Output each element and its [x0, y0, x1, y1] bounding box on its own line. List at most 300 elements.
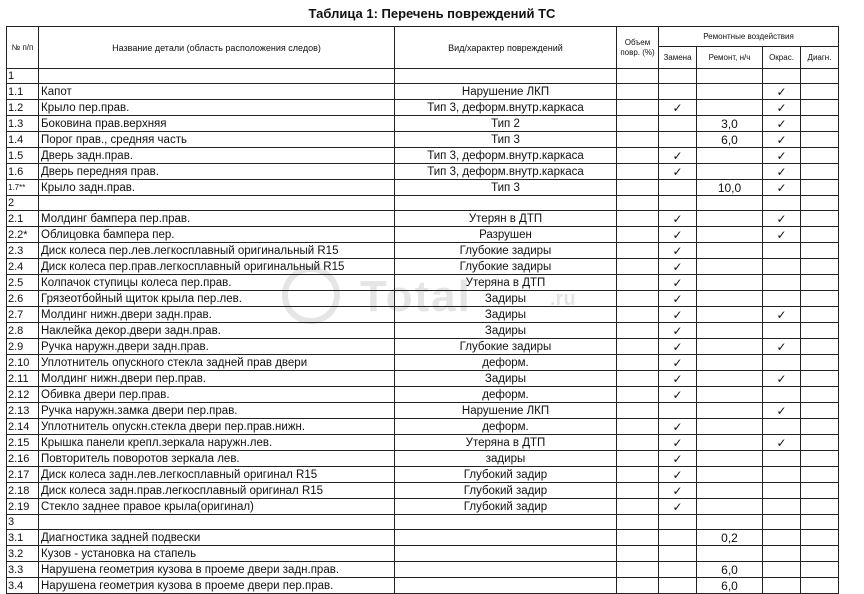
- paint-cell: [763, 291, 801, 307]
- repair-hours: [697, 403, 763, 419]
- row-number: 1.6: [7, 164, 39, 180]
- table-row: [7, 530, 839, 546]
- check-icon: ✓: [776, 227, 787, 242]
- volume-cell: [617, 435, 659, 451]
- replace-cell: [659, 419, 697, 435]
- table-row: [7, 180, 839, 196]
- part-name: Дверь передняя прав.: [39, 164, 395, 180]
- paint-cell: [763, 530, 801, 546]
- volume-cell: [617, 339, 659, 355]
- volume-cell: [617, 467, 659, 483]
- check-icon: ✓: [776, 100, 787, 115]
- damage-type: Глубокие задиры: [395, 243, 617, 259]
- repair-hours: [697, 211, 763, 227]
- check-icon: ✓: [672, 227, 683, 242]
- check-icon: ✓: [776, 371, 787, 386]
- table-row: [7, 211, 839, 227]
- part-name: Ручка наружн.замка двери пер.прав.: [39, 403, 395, 419]
- paint-cell: [763, 211, 801, 227]
- replace-cell: [659, 483, 697, 499]
- replace-cell: [659, 275, 697, 291]
- repair-hours: [697, 339, 763, 355]
- damage-type: Тип 3, деформ.внутр.каркаса: [395, 100, 617, 116]
- part-name: [39, 196, 395, 211]
- repair-hours: 10,0: [697, 180, 763, 196]
- part-name: Ручка наружн.двери задн.прав.: [39, 339, 395, 355]
- replace-cell: [659, 307, 697, 323]
- replace-cell: [659, 499, 697, 515]
- diag-cell: [801, 132, 839, 148]
- repair-hours: [697, 196, 763, 211]
- volume-cell: [617, 419, 659, 435]
- paint-cell: [763, 132, 801, 148]
- replace-cell: [659, 578, 697, 594]
- table-row: [7, 84, 839, 100]
- damage-type: Утерян в ДТП: [395, 211, 617, 227]
- table-row: [7, 259, 839, 275]
- header-damage: Вид/характер повреждений: [395, 27, 617, 69]
- table-row: [7, 435, 839, 451]
- paint-cell: [763, 148, 801, 164]
- part-name: Повторитель поворотов зеркала лев.: [39, 451, 395, 467]
- table-row: [7, 483, 839, 499]
- volume-cell: [617, 307, 659, 323]
- check-icon: ✓: [672, 451, 683, 466]
- diag-cell: [801, 69, 839, 84]
- table-row: [7, 419, 839, 435]
- diag-cell: [801, 100, 839, 116]
- replace-cell: [659, 403, 697, 419]
- table-row: [7, 307, 839, 323]
- volume-cell: [617, 387, 659, 403]
- row-number: 2.17: [7, 467, 39, 483]
- damage-type: Задиры: [395, 323, 617, 339]
- damage-type: [395, 530, 617, 546]
- part-name: Капот: [39, 84, 395, 100]
- damage-type: [395, 562, 617, 578]
- row-number: 2.11: [7, 371, 39, 387]
- replace-cell: [659, 451, 697, 467]
- header-paint: Окрас.: [763, 47, 801, 69]
- paint-cell: [763, 515, 801, 530]
- repair-hours: [697, 84, 763, 100]
- repair-hours: [697, 387, 763, 403]
- repair-hours: [697, 435, 763, 451]
- check-icon: ✓: [776, 435, 787, 450]
- damage-type: Тип 2: [395, 116, 617, 132]
- check-icon: ✓: [672, 100, 683, 115]
- table-row: [7, 227, 839, 243]
- repair-hours: [697, 546, 763, 562]
- row-number: 2.15: [7, 435, 39, 451]
- row-number: 2.14: [7, 419, 39, 435]
- repair-hours: [697, 227, 763, 243]
- part-name: Боковина прав.верхняя: [39, 116, 395, 132]
- paint-cell: [763, 164, 801, 180]
- replace-cell: [659, 467, 697, 483]
- check-icon: ✓: [672, 339, 683, 354]
- damage-type: Глубокий задир: [395, 483, 617, 499]
- check-icon: ✓: [776, 339, 787, 354]
- table-row: [7, 355, 839, 371]
- paint-cell: [763, 499, 801, 515]
- volume-cell: [617, 578, 659, 594]
- row-number: 2.19: [7, 499, 39, 515]
- repair-hours: 0,2: [697, 530, 763, 546]
- row-number: 3.4: [7, 578, 39, 594]
- part-name: Диск колеса задн.прав.легкосплавный оригинал R15: [39, 483, 395, 499]
- check-icon: ✓: [672, 307, 683, 322]
- damage-type: Утеряна в ДТП: [395, 435, 617, 451]
- check-icon: ✓: [776, 307, 787, 322]
- volume-cell: [617, 483, 659, 499]
- repair-hours: 6,0: [697, 562, 763, 578]
- volume-cell: [617, 211, 659, 227]
- replace-cell: [659, 132, 697, 148]
- part-name: Стекло заднее правое крыла(оригинал): [39, 499, 395, 515]
- row-number: 2.12: [7, 387, 39, 403]
- replace-cell: [659, 100, 697, 116]
- check-icon: ✓: [672, 355, 683, 370]
- diag-cell: [801, 499, 839, 515]
- diag-cell: [801, 371, 839, 387]
- repair-hours: [697, 164, 763, 180]
- part-name: Грязеотбойный щиток крыла пер.лев.: [39, 291, 395, 307]
- part-name: Диск колеса задн.лев.легкосплавный оригинал R15: [39, 467, 395, 483]
- table-row: [7, 387, 839, 403]
- repair-hours: 6,0: [697, 132, 763, 148]
- damage-type: Нарушение ЛКП: [395, 84, 617, 100]
- repair-hours: [697, 275, 763, 291]
- part-name: Облицовка бампера пер.: [39, 227, 395, 243]
- diag-cell: [801, 387, 839, 403]
- check-icon: ✓: [672, 259, 683, 274]
- row-number: 2.18: [7, 483, 39, 499]
- paint-cell: [763, 387, 801, 403]
- part-name: Порог прав., средняя часть: [39, 132, 395, 148]
- row-number: 2.7: [7, 307, 39, 323]
- volume-cell: [617, 355, 659, 371]
- repair-hours: [697, 419, 763, 435]
- diag-cell: [801, 211, 839, 227]
- row-number: 2: [7, 196, 39, 211]
- table-row: [7, 291, 839, 307]
- row-number: 1: [7, 69, 39, 84]
- check-icon: ✓: [672, 164, 683, 179]
- row-number: 1.7**: [7, 180, 39, 196]
- check-icon: ✓: [776, 116, 787, 131]
- table-row: [7, 371, 839, 387]
- check-icon: ✓: [776, 148, 787, 163]
- part-name: Нарушена геометрия кузова в проеме двери задн.прав.: [39, 562, 395, 578]
- damage-type: Утеряна в ДТП: [395, 275, 617, 291]
- paint-cell: [763, 196, 801, 211]
- damage-type: Нарушение ЛКП: [395, 403, 617, 419]
- diag-cell: [801, 148, 839, 164]
- part-name: Уплотнитель опускн.стекла двери пер.прав.нижн.: [39, 419, 395, 435]
- diag-cell: [801, 259, 839, 275]
- damage-type: Разрушен: [395, 227, 617, 243]
- header-replace: Замена: [659, 47, 697, 69]
- replace-cell: [659, 84, 697, 100]
- table-row: [7, 323, 839, 339]
- header-repair-hours: Ремонт, н/ч: [697, 47, 763, 69]
- volume-cell: [617, 227, 659, 243]
- row-number: 2.2*: [7, 227, 39, 243]
- repair-hours: [697, 259, 763, 275]
- volume-cell: [617, 499, 659, 515]
- part-name: Диагностика задней подвески: [39, 530, 395, 546]
- check-icon: ✓: [776, 164, 787, 179]
- repair-hours: [697, 243, 763, 259]
- damage-type: деформ.: [395, 387, 617, 403]
- diag-cell: [801, 435, 839, 451]
- check-icon: ✓: [672, 371, 683, 386]
- paint-cell: [763, 403, 801, 419]
- row-number: 3.2: [7, 546, 39, 562]
- check-icon: ✓: [672, 211, 683, 226]
- row-number: 2.3: [7, 243, 39, 259]
- repair-hours: 6,0: [697, 578, 763, 594]
- volume-cell: [617, 100, 659, 116]
- repair-hours: [697, 371, 763, 387]
- repair-hours: [697, 451, 763, 467]
- header-diag: Диагн.: [801, 47, 839, 69]
- damage-table: [6, 26, 839, 594]
- check-icon: ✓: [672, 291, 683, 306]
- check-icon: ✓: [672, 499, 683, 514]
- part-name: Уплотнитель опускного стекла задней прав двери: [39, 355, 395, 371]
- paint-cell: [763, 562, 801, 578]
- diag-cell: [801, 180, 839, 196]
- check-icon: ✓: [672, 419, 683, 434]
- row-number: 2.1: [7, 211, 39, 227]
- table-row: [7, 148, 839, 164]
- header-name: Название детали (область расположения следов): [39, 27, 395, 69]
- diag-cell: [801, 275, 839, 291]
- damage-type: [395, 196, 617, 211]
- row-number: 1.2: [7, 100, 39, 116]
- volume-cell: [617, 403, 659, 419]
- damage-type: Глубокие задиры: [395, 259, 617, 275]
- volume-cell: [617, 562, 659, 578]
- paint-cell: [763, 275, 801, 291]
- diag-cell: [801, 307, 839, 323]
- paint-cell: [763, 243, 801, 259]
- diag-cell: [801, 291, 839, 307]
- replace-cell: [659, 243, 697, 259]
- table-row: [7, 515, 839, 530]
- diag-cell: [801, 562, 839, 578]
- diag-cell: [801, 515, 839, 530]
- row-number: 2.4: [7, 259, 39, 275]
- row-number: 2.16: [7, 451, 39, 467]
- row-number: 2.13: [7, 403, 39, 419]
- table-row: [7, 562, 839, 578]
- diag-cell: [801, 164, 839, 180]
- damage-type: Тип 3: [395, 132, 617, 148]
- paint-cell: [763, 69, 801, 84]
- part-name: Молдинг бампера пер.прав.: [39, 211, 395, 227]
- volume-cell: [617, 259, 659, 275]
- replace-cell: [659, 116, 697, 132]
- part-name: Кузов - установка на стапель: [39, 546, 395, 562]
- row-number: 2.10: [7, 355, 39, 371]
- replace-cell: [659, 562, 697, 578]
- diag-cell: [801, 546, 839, 562]
- diag-cell: [801, 116, 839, 132]
- paint-cell: [763, 371, 801, 387]
- table-row: [7, 499, 839, 515]
- diag-cell: [801, 578, 839, 594]
- damage-type: [395, 578, 617, 594]
- check-icon: ✓: [672, 243, 683, 258]
- table-row: [7, 100, 839, 116]
- part-name: [39, 515, 395, 530]
- paint-cell: [763, 227, 801, 243]
- diag-cell: [801, 196, 839, 211]
- row-number: 1.4: [7, 132, 39, 148]
- damage-type: Глубокий задир: [395, 467, 617, 483]
- table-row: [7, 116, 839, 132]
- damage-type: Тип 3, деформ.внутр.каркаса: [395, 148, 617, 164]
- repair-hours: [697, 69, 763, 84]
- check-icon: ✓: [672, 435, 683, 450]
- check-icon: ✓: [672, 148, 683, 163]
- part-name: Нарушена геометрия кузова в проеме двери пер.прав.: [39, 578, 395, 594]
- row-number: 1.1: [7, 84, 39, 100]
- paint-cell: [763, 483, 801, 499]
- replace-cell: [659, 339, 697, 355]
- paint-cell: [763, 435, 801, 451]
- volume-cell: [617, 84, 659, 100]
- damage-type: Задиры: [395, 371, 617, 387]
- part-name: Наклейка декор.двери задн.прав.: [39, 323, 395, 339]
- diag-cell: [801, 419, 839, 435]
- part-name: Диск колеса пер.лев.легкосплавный оригинальный R15: [39, 243, 395, 259]
- check-icon: ✓: [776, 180, 787, 195]
- diag-cell: [801, 339, 839, 355]
- row-number: 1.5: [7, 148, 39, 164]
- volume-cell: [617, 275, 659, 291]
- part-name: Молдинг нижн.двери пер.прав.: [39, 371, 395, 387]
- replace-cell: [659, 530, 697, 546]
- replace-cell: [659, 546, 697, 562]
- check-icon: ✓: [672, 275, 683, 290]
- part-name: Крыло пер.прав.: [39, 100, 395, 116]
- part-name: Колпачок ступицы колеса пер.прав.: [39, 275, 395, 291]
- diag-cell: [801, 530, 839, 546]
- paint-cell: [763, 419, 801, 435]
- table-row: [7, 275, 839, 291]
- paint-cell: [763, 467, 801, 483]
- row-number: 2.5: [7, 275, 39, 291]
- paint-cell: [763, 451, 801, 467]
- diag-cell: [801, 467, 839, 483]
- replace-cell: [659, 371, 697, 387]
- damage-type: Глубокий задир: [395, 499, 617, 515]
- replace-cell: [659, 291, 697, 307]
- table-row: [7, 403, 839, 419]
- table-row: [7, 196, 839, 211]
- damage-type: задиры: [395, 451, 617, 467]
- volume-cell: [617, 323, 659, 339]
- replace-cell: [659, 515, 697, 530]
- damage-type: Тип 3: [395, 180, 617, 196]
- volume-cell: [617, 515, 659, 530]
- part-name: Дверь задн.прав.: [39, 148, 395, 164]
- row-number: 3: [7, 515, 39, 530]
- watermark-text: Total: [360, 272, 472, 321]
- table-row: [7, 243, 839, 259]
- part-name: Диск колеса пер.прав.легкосплавный оригинальный R15: [39, 259, 395, 275]
- paint-cell: [763, 323, 801, 339]
- volume-cell: [617, 69, 659, 84]
- replace-cell: [659, 180, 697, 196]
- part-name: Крыло задн.прав.: [39, 180, 395, 196]
- replace-cell: [659, 211, 697, 227]
- volume-cell: [617, 291, 659, 307]
- table-row: [7, 339, 839, 355]
- repair-hours: [697, 100, 763, 116]
- table-title: Таблица 1: Перечень повреждений ТС: [308, 6, 556, 21]
- check-icon: ✓: [672, 323, 683, 338]
- part-name: Обивка двери пер.прав.: [39, 387, 395, 403]
- damage-type: Глубокие задиры: [395, 339, 617, 355]
- volume-cell: [617, 451, 659, 467]
- part-name: Крышка панели крепл.зеркала наружн.лев.: [39, 435, 395, 451]
- check-icon: ✓: [776, 84, 787, 99]
- check-icon: ✓: [776, 132, 787, 147]
- repair-hours: [697, 323, 763, 339]
- table-row: [7, 164, 839, 180]
- damage-type: [395, 69, 617, 84]
- replace-cell: [659, 69, 697, 84]
- replace-cell: [659, 164, 697, 180]
- row-number: 1.3: [7, 116, 39, 132]
- header-num: № п/п: [7, 27, 39, 69]
- paint-cell: [763, 84, 801, 100]
- part-name: Молдинг нижн.двери задн.прав.: [39, 307, 395, 323]
- diag-cell: [801, 243, 839, 259]
- paint-cell: [763, 339, 801, 355]
- volume-cell: [617, 164, 659, 180]
- diag-cell: [801, 323, 839, 339]
- replace-cell: [659, 387, 697, 403]
- diag-cell: [801, 483, 839, 499]
- repair-hours: [697, 483, 763, 499]
- table-row: [7, 132, 839, 148]
- diag-cell: [801, 403, 839, 419]
- check-icon: ✓: [672, 387, 683, 402]
- volume-cell: [617, 530, 659, 546]
- repair-hours: [697, 355, 763, 371]
- repair-hours: [697, 499, 763, 515]
- diag-cell: [801, 227, 839, 243]
- paint-cell: [763, 180, 801, 196]
- paint-cell: [763, 546, 801, 562]
- row-number: 3.3: [7, 562, 39, 578]
- part-name: [39, 69, 395, 84]
- table-row: [7, 578, 839, 594]
- diag-cell: [801, 451, 839, 467]
- paint-cell: [763, 307, 801, 323]
- row-number: 3.1: [7, 530, 39, 546]
- paint-cell: [763, 100, 801, 116]
- row-number: 2.8: [7, 323, 39, 339]
- volume-cell: [617, 148, 659, 164]
- check-icon: ✓: [776, 211, 787, 226]
